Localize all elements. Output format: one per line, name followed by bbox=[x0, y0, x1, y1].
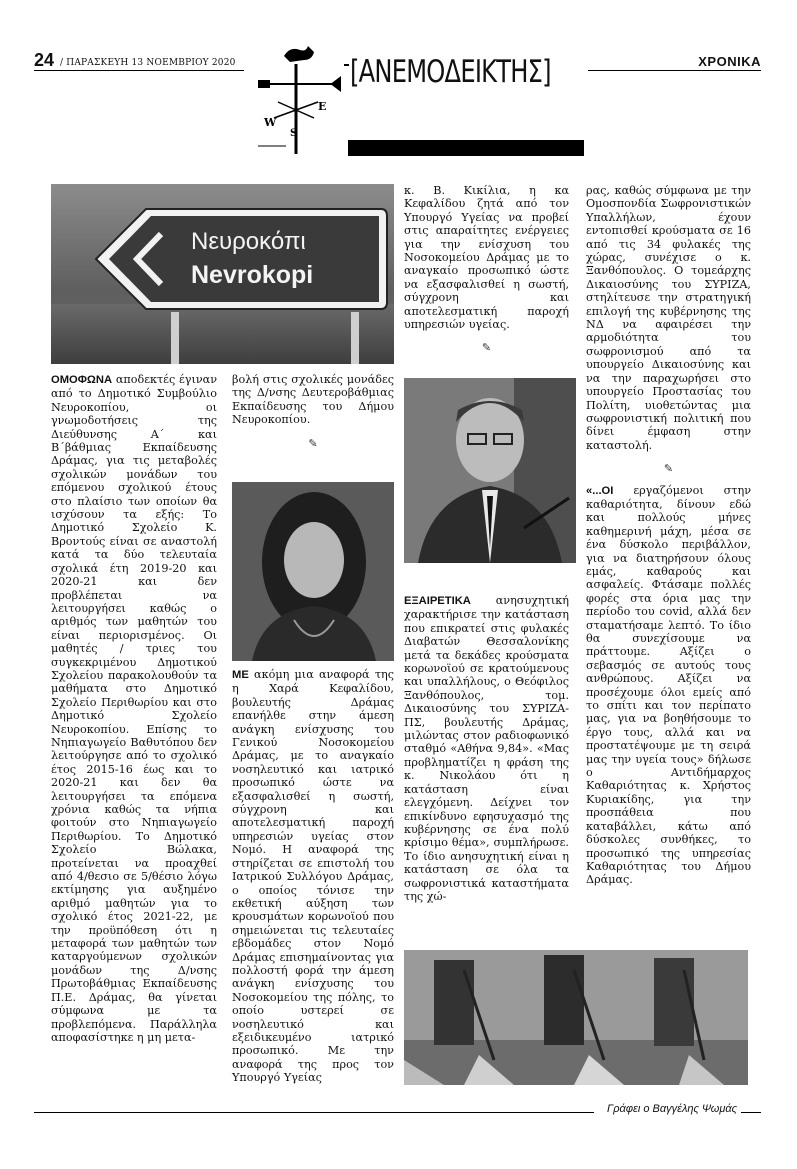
header-rule-left bbox=[34, 70, 244, 71]
road-sign-photo bbox=[51, 184, 394, 364]
article-column-3-bottom bbox=[404, 594, 569, 903]
dateline: / ΠΑΡΑΣΚΕΥΗ 13 ΝΟΕΜΒΡΙΟΥ 2020 bbox=[60, 58, 236, 68]
svg-text:W: W bbox=[264, 116, 277, 129]
footer-rule bbox=[34, 1112, 594, 1113]
article-2-continuation: κ. Β. Κικίλια, η κα Κεφαλίδου ζητά από τον Υπουργό Υγείας να προβεί στις απαραίτητες ενέργειες για την ενίσχυση του Νοσοκομείου Δράμας με το αναγκαίο προσωπικό ώστε να εξασφαλισθεί η σωστή, σύγχρονη και αποτελεσματική παροχή υπηρεσιών υγείας. bbox=[404, 184, 569, 332]
article-1-lead: ΟΜΟΦΩΝΑ bbox=[51, 374, 113, 386]
weathervane-logo-icon bbox=[256, 44, 348, 156]
masthead-title: [ΑΝΕΜΟΔΕΙΚΤΗΣ] bbox=[350, 54, 551, 90]
section-title: ΧΡΟΝΙΚΑ bbox=[698, 54, 761, 69]
article-column-2-top bbox=[232, 373, 394, 458]
svg-text:S: S bbox=[290, 128, 298, 139]
portrait-woman-icon bbox=[232, 482, 394, 661]
separator-icon: ✎ bbox=[663, 462, 674, 476]
masthead-dash bbox=[344, 64, 349, 66]
page-number: 24 bbox=[34, 50, 55, 70]
portrait-man-icon bbox=[404, 378, 576, 563]
article-2-text: ακόμη μια αναφορά της η Χαρά Κεφαλίδου, βουλευτής Δράμας επανήλθε στην άμεση ανάγκη ενίσχυσης του Γενικού Νοσοκομείου Δράμας, με το αναγκαίο νοσηλευτικό και ιατρικό προσωπικό ώστε να εξασφαλισθεί η σωστή, σύγχρονη και αποτελεσματική παροχή υπηρεσιών υγείας στον Νομό. Η αναφορά της στηρίζεται σε επιστολή του Ιατρικού Συλλόγου Δράμας, ο οποίος τόνισε την εκθετική αύξηση των κρουσμάτων κορωνοϊού που σημειώνεται τις τελευταίες εβδομάδες στον Νομό Δράμας επισημαίνοντας για πολλοστή φορά την άμεση ανάγκη ενίσχυσης του Νοσοκομείου της πόλης, το οποίο υστερεί σε νοσηλευτικό και εξειδικευμένο ιατρικό προσωπικό. Με την αναφορά της προς τον Υπουργό Υγείας bbox=[232, 668, 394, 1085]
article-1-continuation: βολή στις σχολικές μονάδες της Δ/νσης Δευτεροβάθμιας Εκπαίδευσης του Δήμου Νευροκοπίου. bbox=[232, 373, 394, 427]
masthead-black-bar bbox=[348, 140, 584, 156]
article-4-lead: «...ΟΙ bbox=[586, 484, 614, 497]
article-1-text: αποδεκτές έγιναν από το Δημοτικό Συμβούλιο Νευροκοπίου, οι γνωμοδοτήσεις της Διεύθυνσης Α΄ και Β΄βάθμιας Εκπαίδευσης Δράμας, για τις μεταβολές σχολικών μονάδων του επόμενου σχολικού έτους στο πλαίσιο των οποίων θα ισχύσουν τα εξής: Το Δημοτικό Σχολείο Κ. Βροντούς είναι σε αναστολή κατά τα δύο τελευταία σχολικά έτη 2019-20 και 2020-21 και δεν προβλέπεται να λειτουργήσει καθώς ο αριθμός των μαθητών του είναι περιορισμένος. Οι μαθητές / τριες του συγκεκριμένου Δημοτικού Σχολείου παρακολουθούν τα μαθήματα στο Δημοτικό Σχολείο Περιθωρίου και στο Δημοτικό Σχολείο Νευροκοπίου. Επίσης το Νηπιαγωγείο Βαθυτόπου δεν λειτούργησε από το σχολικό έτος 2015-16 έως και το 2020-21 και δεν θα λειτουργήσει τα επόμενα χρόνια καθώς τα νήπια φοιτούν στο Νηπιαγωγείο Περιθωρίου. Το Δημοτικό Σχολείο Βώλακα, προτείνεται να προαχθεί από 4/θεσιο σε 5/θέσιο λόγω εκτίμησης για αυξημένο αριθμό μαθητών για το σχολικό έτος 2021-22, με την προϋπόθεση ότι η μεταφορά των μαθητών των καταργούμενων σχολικών μονάδων της Δ/νσης Πρωτοβάθμιας Εκπαίδευσης Π.Ε. Δράμας, θα γίνεται σύμφωνα με τα προβλεπόμενα. Παράλληλα αποφασίστηκε η μη μετα- bbox=[51, 373, 218, 1044]
article-column-2-bottom bbox=[232, 668, 394, 1085]
byline: Γράφει ο Βαγγέλης Ψωμάς bbox=[606, 1103, 737, 1115]
xanthopoulos-photo bbox=[404, 378, 576, 563]
article-3-continuation: ρας, καθώς σύμφωνα με την Ομοσπονδία Σωφρονιστικών Υπαλλήλων, έχουν εντοπισθεί κρούσματα σε 16 από τις 34 φυλακές της χώρας, συνέχισε ο κ. Ξανθόπουλος. Ο τομεάρχης Δικαιοσύνης του ΣΥΡΙΖΑ, στηλίτευσε την στρατηγική επιλογή της κυβέρνησης της ΝΔ να αφαιρέσει την αρμοδιότητα του σωφρονισμού από τα υπουργείο Δικαιοσύνης και να την παραχωρήσει στο υπουργείο Προστασίας του Πολίτη, υιοθετώντας μια σωφρονιστική πολιτική που δίνει έμφαση στην καταστολή. bbox=[586, 184, 751, 452]
road-sign-shape-icon bbox=[91, 204, 391, 314]
article-column-4 bbox=[586, 184, 751, 887]
article-column-1 bbox=[51, 373, 217, 1044]
article-4-text: εργαζόμενοι στην καθαριότητα, δίνουν εδώ και πολλούς μήνες καθημερινή μάχη, μέσα σε ένα δύσκολο περιβάλλον, για να διατηρήσουν όλους εμάς, καθαρούς και ασφαλείς. Φτάσαμε πολλές φορές στα όρια μας την περίοδο του covid, αλλά δεν σταματήσαμε λεπτό. Το ίδιο θα συνεχίσουμε να πράττουμε. Αξίζει ο σεβασμός σε αυτούς τους ανθρώπους. Αξίζει να προσέχουμε όλοι εμείς από το σπίτι και τον περίπατο μας, για να βοηθήσουμε το έργο τους, αλλά και να προστατέψουμε με τη σειρά μας την υγεία τους» δήλωσε ο Αντιδήμαρχος Καθαριότητας κ. Χρήστος Κυριακίδης, για την προσπάθεια που καταβάλλει, κάτω από δύσκολες συνθήκες, το προσωπικό της υπηρεσίας Καθαριότητας του Δήμου Δράμας. bbox=[586, 483, 751, 887]
header-rule-right bbox=[588, 70, 761, 71]
article-2-lead: ΜΕ bbox=[232, 669, 249, 681]
article-3-text: ανησυχητική χαρακτήρισε την κατάσταση που επικρατεί στις φυλακές Διαβατών Θεσσαλονίκης μετά τα δεκάδες κρούσματα κορωνοϊού σε κρατούμενους και υπαλλήλους, ο Θεόφιλος Ξανθόπουλος, τομ. Δικαιοσύνης του ΣΥΡΙΖΑ-ΠΣ, βουλευτής Δράμας, μιλώντας στον ραδιοφωνικό σταθμό «Αθήνα 9,84». «Μας προβληματίζει η φράση της κ. Νικολάου ότι η κατάσταση είναι ελεγχόμενη. Δείχνει τον επικίνδυνο εφησυχασμό της κυβέρνησης σε ένα πολύ κρίσιμο θέμα», συμπλήρωσε. Το ίδιο ανησυχητική είναι η κατάσταση σε όλα τα σωφρονιστικά καταστήματα της χώ- bbox=[404, 594, 569, 903]
separator-icon: ✎ bbox=[481, 341, 492, 355]
article-column-3-top bbox=[404, 184, 569, 363]
kefalidou-photo bbox=[232, 482, 394, 661]
sign-text-greek: Νευροκόπι bbox=[191, 228, 306, 255]
sign-text-latin: Nevrokopi bbox=[191, 261, 314, 289]
article-3-lead: ΕΞΑΙΡΕΤΙΚΑ bbox=[404, 595, 471, 607]
svg-text:E: E bbox=[318, 100, 327, 113]
separator-icon: ✎ bbox=[308, 436, 318, 450]
footer-rule-right bbox=[741, 1112, 761, 1113]
street-cleaners-photo bbox=[404, 950, 748, 1085]
street-cleaners-icon bbox=[404, 950, 748, 1085]
